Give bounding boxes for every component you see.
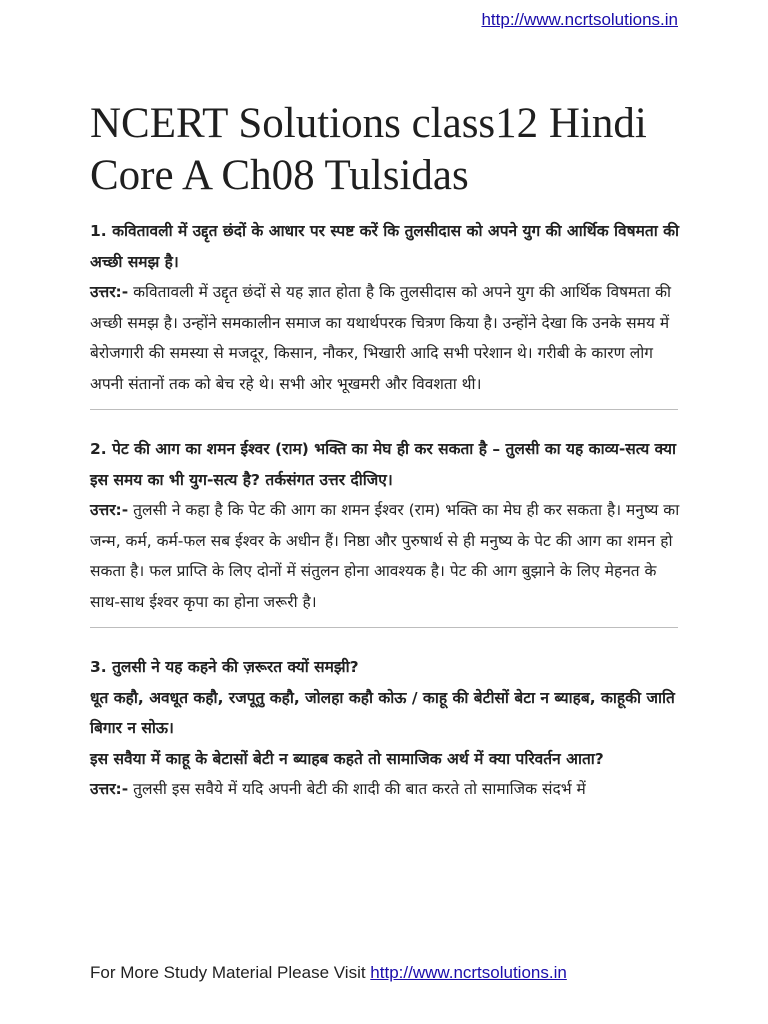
qa-block-2 [90,434,682,617]
footer-text: For More Study Material Please Visit [90,963,371,982]
page-title: NCERT Solutions class12 Hindi Core A Ch08 Tulsidas [90,100,647,199]
answer-2 [90,495,682,617]
answer-3-text: तुलसी इस सवैये में यदि अपनी बेटी की शादी की बात करते तो सामाजिक संदर्भ में [128,780,586,798]
answer-2-text: तुलसी ने कहा है कि पेट की आग का शमन ईश्वर (राम) भक्ति का मेघ ही कर सकता है। मनुष्य का जन्म, कर्म, कर्म-फल सब ईश्वर के अधीन हैं। निष्ठा और पुरुषार्थ से ही मनुष्य के पेट की आग का शमन हो सकता है। फल प्राप्ति के लिए दोनों में संतुलन होना आवश्यक है। पेट की आग बुझाने के लिए मेहनत के साथ-साथ ईश्वर कृपा का होना जरूरी है। [90,501,680,611]
question-3-quote: धूत कहौ, अवधूत कहौ, रजपूतु कहौ, जोलहा कहौ कोऊ / काहू की बेटीसों बेटा न ब्याहब, काहूकी जाति बिगार न सोऊ। [90,688,675,737]
footer-link[interactable]: http://www.ncrtsolutions.in [370,963,567,982]
divider [90,627,678,628]
answer-1 [90,277,682,399]
question-2: 2. पेट की आग का शमन ईश्वर (राम) भक्ति का मेघ ही कर सकता है – तुलसी का यह काव्य-सत्य क्या इस समय का भी युग-सत्य है? तर्कसंगत उत्तर दीजिए। [90,440,676,489]
qa-block-3 [90,652,682,805]
question-1: 1. कवितावली में उद्दृत छंदों के आधार पर स्पष्ट करें कि तुलसीदास को अपने युग की आर्थिक विषमता की अच्छी समझ है। [90,222,680,271]
answer-3 [90,774,682,805]
qa-block-1 [90,216,682,399]
question-3-followup: इस सवैया में काहू के बेटासों बेटी न ब्याहब कहते तो सामाजिक अर्थ में क्या परिवर्तन आता? [90,749,604,768]
header-link[interactable]: http://www.ncrtsolutions.in [481,10,678,29]
answer-label: उत्तर:- [90,501,129,519]
divider [90,409,678,410]
answer-label: उत्तर:- [90,780,129,798]
content [90,216,682,805]
answer-1-text: कवितावली में उद्दृत छंदों से यह ज्ञात होता है कि तुलसीदास को अपने युग की आर्थिक विषमता की अच्छी समझ है। उन्होंने समकालीन समाज का यथार्थपरक चित्रण किया है। उन्होंने देखा कि उनके समय में बेरोजगारी की समस्या से मजदूर, किसान, नौकर, भिखारी आदि सभी परेशान थे। गरीबी के कारण लोग अपनी संतानों तक को बेच रहे थे। सभी ओर भूखमरी और विवशता थी। [90,283,671,393]
answer-label: उत्तर:- [90,283,129,301]
footer [90,963,567,983]
question-3: 3. तुलसी ने यह कहने की ज़रूरत क्यों समझी? [90,658,359,676]
